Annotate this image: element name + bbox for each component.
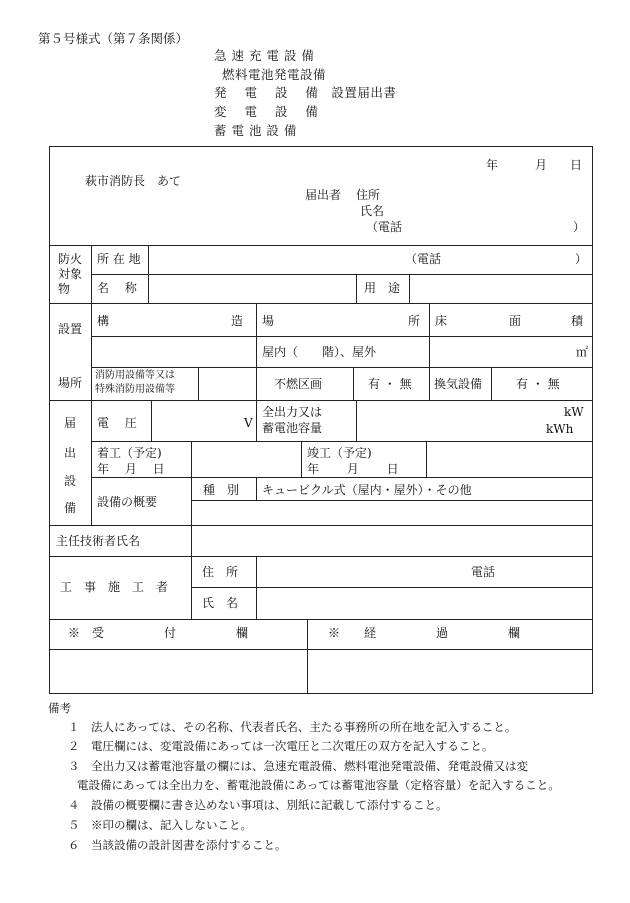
fire-equipment-field[interactable] bbox=[200, 369, 252, 398]
start-date-label-1: 着工（予定) bbox=[97, 446, 162, 460]
contractor-label: 工 事 施 工 者 bbox=[60, 580, 169, 594]
overview-field[interactable] bbox=[193, 502, 588, 523]
type-options[interactable]: キュービクル式（屋内・屋外）・その他 bbox=[262, 483, 472, 497]
fire-target-label-3: 物 bbox=[58, 282, 71, 296]
title-line-3: 発 電 設 備 設置届出書 bbox=[214, 85, 397, 100]
unit-kw: kW bbox=[564, 405, 584, 419]
unit-kwh: kWh bbox=[546, 422, 574, 436]
applicant-address-label: 住所 bbox=[356, 188, 381, 202]
title-line-2: 燃料電池発電設備 bbox=[222, 67, 327, 82]
notes-heading: 備考 bbox=[48, 701, 71, 715]
indoor-outdoor-option[interactable]: 屋内（ 階）、屋外 bbox=[262, 345, 377, 359]
target-name-field[interactable] bbox=[152, 275, 352, 301]
title-line-1: 急 速 充 電 設 備 bbox=[214, 48, 315, 63]
form-id: 第５号様式（第７条関係） bbox=[38, 31, 189, 46]
floor-area-label-a: 床 bbox=[435, 314, 448, 328]
use-label: 用 途 bbox=[364, 281, 401, 295]
voltage-label: 電 圧 bbox=[97, 416, 137, 430]
install-label-bottom: 場所 bbox=[58, 376, 83, 390]
place-label: 場 bbox=[262, 314, 275, 328]
fire-target-label-1: 防火 bbox=[58, 252, 83, 266]
structure-label: 構 bbox=[97, 314, 110, 328]
install-label-top: 設置 bbox=[58, 322, 83, 336]
contractor-phone-label: 電話 bbox=[471, 565, 496, 579]
equipment-label-char-1: 届 bbox=[64, 416, 77, 430]
contractor-address-field[interactable] bbox=[260, 558, 588, 585]
date-day-label: 日 bbox=[570, 158, 583, 172]
floor-area-label-c: 積 bbox=[571, 314, 584, 328]
finish-date-field[interactable] bbox=[428, 443, 588, 475]
floor-area-label-b: 面 bbox=[509, 314, 522, 328]
application-form bbox=[49, 146, 593, 694]
date-year-label: 年 bbox=[486, 158, 499, 172]
chief-engineer-field[interactable] bbox=[193, 527, 588, 554]
location-label: 所 在 地 bbox=[97, 252, 141, 266]
finish-date-label-2: 年 月 日 bbox=[307, 462, 399, 476]
date-month-label: 月 bbox=[535, 158, 548, 172]
start-date-label-2: 年 月 日 bbox=[97, 462, 165, 476]
fire-target-label-2: 対象 bbox=[58, 267, 83, 281]
title-line-5: 蓄 電 池 設 備 bbox=[214, 123, 297, 138]
note-1: １ 法人にあっては、その名称、代表者氏名、主たる事務所の所在地を記入すること。 bbox=[68, 720, 517, 734]
applicant-name-label: 氏名 bbox=[360, 204, 385, 218]
location-phone-label: （電話 bbox=[405, 252, 442, 266]
start-date-field[interactable] bbox=[193, 443, 299, 475]
target-name-label: 名 称 bbox=[97, 281, 137, 295]
applicant-phone-label: （電話 bbox=[366, 220, 403, 234]
receipt-area bbox=[53, 652, 303, 690]
progress-header: ※ 経 過 欄 bbox=[328, 626, 521, 640]
finish-date-label-1: 竣工（予定) bbox=[307, 446, 372, 460]
note-5: ５ ※印の欄は、記入しないこと。 bbox=[68, 818, 252, 832]
overview-label: 設備の概要 bbox=[97, 495, 158, 509]
ventilation-label: 換気設備 bbox=[434, 377, 483, 391]
equipment-label-char-4: 備 bbox=[64, 501, 77, 515]
place-label-2: 所 bbox=[408, 314, 421, 328]
note-3-cont: 電設備にあっては全出力を、蓄電池設備にあっては蓄電池容量（定格容量）を記入すること。 bbox=[77, 778, 560, 792]
note-6: ６ 当該設備の設計図書を添付すること。 bbox=[68, 838, 287, 852]
nonflammable-yes-no[interactable]: 有 ・ 無 bbox=[368, 377, 412, 391]
structure-label-2: 造 bbox=[231, 314, 244, 328]
contractor-name-label: 氏 名 bbox=[202, 596, 239, 610]
sqm-unit: ㎡ bbox=[576, 345, 589, 359]
output-label-2: 蓄電池容量 bbox=[262, 421, 323, 435]
output-label-1: 全出力又は bbox=[262, 405, 323, 419]
equipment-label-char-2: 出 bbox=[64, 446, 77, 460]
applicant-phone-close: ） bbox=[573, 220, 586, 234]
note-3: ３ 全出力又は蓄電池容量の欄には、急速充電設備、燃料電池発電設備、発電設備又は変 bbox=[68, 759, 528, 773]
applicant-label: 届出者 bbox=[305, 188, 342, 202]
chief-engineer-label: 主任技術者氏名 bbox=[56, 534, 141, 548]
volt-unit: V bbox=[244, 416, 253, 430]
title-line-4: 変 電 設 備 bbox=[214, 104, 319, 119]
contractor-name-field[interactable] bbox=[260, 589, 588, 617]
use-field[interactable] bbox=[413, 275, 588, 301]
location-field[interactable] bbox=[152, 246, 588, 272]
location-phone-close: ） bbox=[575, 252, 588, 266]
progress-area bbox=[311, 652, 589, 690]
nonflammable-label: 不燃区画 bbox=[274, 377, 323, 391]
fire-equipment-label-1: 消防用設備等又は bbox=[95, 370, 175, 381]
equipment-label-char-3: 設 bbox=[64, 474, 77, 488]
addressee: 萩市消防長 あて bbox=[85, 174, 182, 188]
voltage-field[interactable] bbox=[154, 402, 246, 438]
fire-equipment-label-2: 特殊消防用設備等 bbox=[95, 384, 175, 395]
ventilation-yes-no[interactable]: 有 ・ 無 bbox=[516, 377, 560, 391]
type-label: 種 別 bbox=[203, 483, 240, 497]
receipt-header: ※ 受 付 欄 bbox=[68, 626, 249, 640]
note-2: ２ 電圧欄には、変電設備にあっては一次電圧と二次電圧の双方を記入すること。 bbox=[68, 739, 494, 753]
structure-field[interactable] bbox=[95, 338, 253, 365]
contractor-address-label: 住 所 bbox=[202, 565, 239, 579]
note-4: ４ 設備の概要欄に書き込めない事項は、別紙に記載して添付すること。 bbox=[68, 798, 448, 812]
